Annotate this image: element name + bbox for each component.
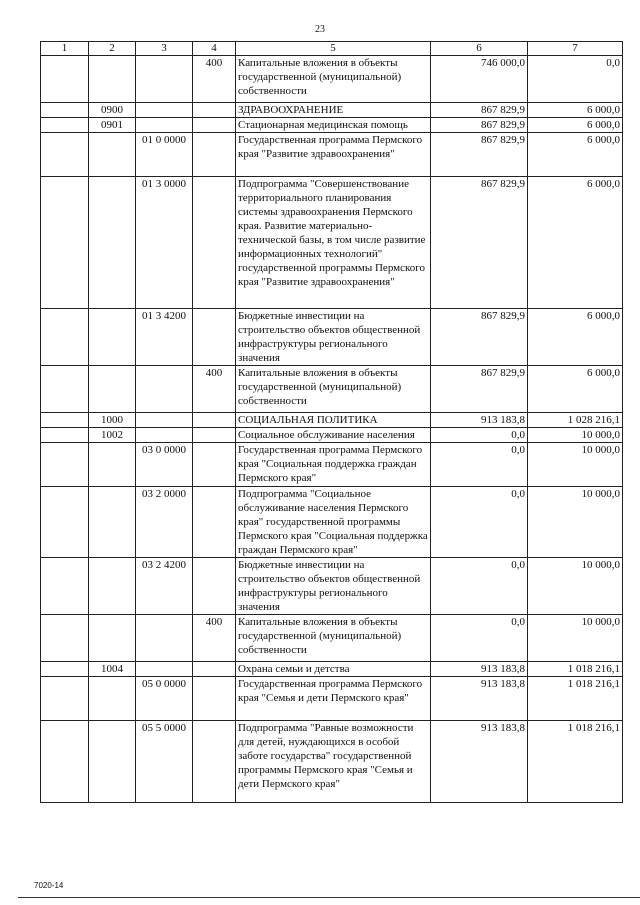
cell-col-2 (89, 677, 136, 721)
cell-col-3 (136, 428, 193, 443)
cell-col-4: 400 (193, 615, 236, 662)
cell-col-2 (89, 443, 136, 487)
cell-col-4 (193, 677, 236, 721)
cell-col-5: Государственная программа Пермского края "Социальная поддержка граждан Пермского края" (236, 443, 431, 487)
cell-col-3: 05 0 0000 (136, 677, 193, 721)
cell-col-2 (89, 309, 136, 366)
cell-col-4 (193, 721, 236, 803)
cell-col-1 (41, 413, 89, 428)
cell-col-1 (41, 443, 89, 487)
col-header-4: 4 (193, 42, 236, 56)
cell-col-6: 0,0 (431, 443, 528, 487)
cell-col-6: 867 829,9 (431, 103, 528, 118)
cell-col-6: 867 829,9 (431, 177, 528, 309)
table-row (41, 56, 623, 103)
cell-col-2: 1000 (89, 413, 136, 428)
cell-col-6: 0,0 (431, 487, 528, 558)
cell-col-4 (193, 413, 236, 428)
cell-col-4 (193, 133, 236, 177)
cell-col-4 (193, 662, 236, 677)
cell-col-5: Государственная программа Пермского края "Развитие здравоохранения" (236, 133, 431, 177)
cell-col-7: 10 000,0 (528, 428, 623, 443)
table-row (41, 662, 623, 677)
table-row (41, 309, 623, 366)
cell-col-6: 867 829,9 (431, 118, 528, 133)
table-row (41, 487, 623, 558)
table-row (41, 677, 623, 721)
cell-col-4 (193, 309, 236, 366)
col-header-5: 5 (236, 42, 431, 56)
page-number: 23 (315, 24, 325, 35)
cell-col-1 (41, 721, 89, 803)
cell-col-7: 10 000,0 (528, 443, 623, 487)
cell-col-7: 6 000,0 (528, 309, 623, 366)
table-row (41, 118, 623, 133)
table-row (41, 721, 623, 803)
cell-col-7: 10 000,0 (528, 558, 623, 615)
table-body (41, 56, 623, 803)
cell-col-7: 10 000,0 (528, 487, 623, 558)
cell-col-4 (193, 487, 236, 558)
cell-col-5: Охрана семьи и детства (236, 662, 431, 677)
table-row (41, 413, 623, 428)
cell-col-1 (41, 133, 89, 177)
cell-col-1 (41, 177, 89, 309)
cell-col-4 (193, 443, 236, 487)
cell-col-2 (89, 133, 136, 177)
cell-col-2: 1004 (89, 662, 136, 677)
col-header-2: 2 (89, 42, 136, 56)
cell-col-1 (41, 366, 89, 413)
cell-col-7: 1 018 216,1 (528, 677, 623, 721)
cell-col-1 (41, 103, 89, 118)
cell-col-6: 913 183,8 (431, 721, 528, 803)
cell-col-4 (193, 103, 236, 118)
cell-col-2: 0901 (89, 118, 136, 133)
cell-col-2: 1002 (89, 428, 136, 443)
table-row (41, 103, 623, 118)
cell-col-3 (136, 103, 193, 118)
cell-col-1 (41, 428, 89, 443)
cell-col-3: 05 5 0000 (136, 721, 193, 803)
footer-code: 7020-14 (34, 881, 64, 890)
cell-col-1 (41, 309, 89, 366)
cell-col-3: 03 2 4200 (136, 558, 193, 615)
cell-col-5: Бюджетные инвестиции на строительство объектов общественной инфраструктуры регионального значения (236, 558, 431, 615)
cell-col-6: 0,0 (431, 615, 528, 662)
cell-col-6: 0,0 (431, 558, 528, 615)
cell-col-6: 0,0 (431, 428, 528, 443)
cell-col-7: 6 000,0 (528, 103, 623, 118)
col-header-6: 6 (431, 42, 528, 56)
bottom-rule (18, 897, 640, 898)
cell-col-3 (136, 615, 193, 662)
table-row (41, 177, 623, 309)
cell-col-5: Капитальные вложения в объекты государственной (муниципальной) собственности (236, 56, 431, 103)
cell-col-7: 6 000,0 (528, 133, 623, 177)
cell-col-3 (136, 366, 193, 413)
cell-col-6: 867 829,9 (431, 133, 528, 177)
cell-col-6: 913 183,8 (431, 662, 528, 677)
cell-col-7: 1 018 216,1 (528, 721, 623, 803)
cell-col-5: СОЦИАЛЬНАЯ ПОЛИТИКА (236, 413, 431, 428)
cell-col-5: Капитальные вложения в объекты государственной (муниципальной) собственности (236, 615, 431, 662)
cell-col-6: 867 829,9 (431, 309, 528, 366)
cell-col-5: Подпрограмма "Социальное обслуживание населения Пермского края" государственной программы Пермского края "Социальная поддержка граждан Пермского края" (236, 487, 431, 558)
table-row (41, 428, 623, 443)
cell-col-4: 400 (193, 56, 236, 103)
table-row (41, 558, 623, 615)
cell-col-6: 913 183,8 (431, 413, 528, 428)
cell-col-5: Подпрограмма "Равные возможности для детей, нуждающихся в особой заботе государства" государственной программы Пермского края "Семья и дети Пермского края" (236, 721, 431, 803)
col-header-3: 3 (136, 42, 193, 56)
cell-col-1 (41, 615, 89, 662)
cell-col-7: 1 018 216,1 (528, 662, 623, 677)
cell-col-5: Государственная программа Пермского края "Семья и дети Пермского края" (236, 677, 431, 721)
cell-col-2: 0900 (89, 103, 136, 118)
cell-col-1 (41, 677, 89, 721)
cell-col-6: 746 000,0 (431, 56, 528, 103)
cell-col-1 (41, 558, 89, 615)
cell-col-2 (89, 56, 136, 103)
cell-col-3: 01 0 0000 (136, 133, 193, 177)
cell-col-1 (41, 662, 89, 677)
cell-col-5: Бюджетные инвестиции на строительство объектов общественной инфраструктуры регионального значения (236, 309, 431, 366)
cell-col-2 (89, 177, 136, 309)
cell-col-1 (41, 118, 89, 133)
cell-col-4 (193, 118, 236, 133)
cell-col-5: Социальное обслуживание населения (236, 428, 431, 443)
cell-col-7: 0,0 (528, 56, 623, 103)
cell-col-2 (89, 366, 136, 413)
cell-col-3 (136, 662, 193, 677)
cell-col-2 (89, 558, 136, 615)
cell-col-3 (136, 56, 193, 103)
cell-col-3 (136, 118, 193, 133)
cell-col-5: Стационарная медицинская помощь (236, 118, 431, 133)
cell-col-3: 03 0 0000 (136, 443, 193, 487)
cell-col-3: 03 2 0000 (136, 487, 193, 558)
col-header-1: 1 (41, 42, 89, 56)
col-header-7: 7 (528, 42, 623, 56)
cell-col-4 (193, 558, 236, 615)
cell-col-6: 913 183,8 (431, 677, 528, 721)
cell-col-7: 10 000,0 (528, 615, 623, 662)
cell-col-3 (136, 413, 193, 428)
cell-col-7: 1 028 216,1 (528, 413, 623, 428)
cell-col-2 (89, 487, 136, 558)
budget-table (40, 41, 623, 803)
table-row (41, 615, 623, 662)
table-header (41, 42, 623, 56)
cell-col-2 (89, 615, 136, 662)
cell-col-3: 01 3 4200 (136, 309, 193, 366)
cell-col-7: 6 000,0 (528, 366, 623, 413)
table-row (41, 366, 623, 413)
cell-col-5: ЗДРАВООХРАНЕНИЕ (236, 103, 431, 118)
table-row (41, 133, 623, 177)
cell-col-5: Подпрограмма "Совершенствование территориального планирования системы здравоохранения Пермского края. Развитие материально-технической базы, в том числе развитие информационных технологий" государственной программы Пермского края "Развитие здравоохранения" (236, 177, 431, 309)
cell-col-7: 6 000,0 (528, 118, 623, 133)
cell-col-1 (41, 487, 89, 558)
table-row (41, 443, 623, 487)
cell-col-4 (193, 177, 236, 309)
cell-col-5: Капитальные вложения в объекты государственной (муниципальной) собственности (236, 366, 431, 413)
cell-col-6: 867 829,9 (431, 366, 528, 413)
cell-col-4 (193, 428, 236, 443)
cell-col-2 (89, 721, 136, 803)
cell-col-1 (41, 56, 89, 103)
cell-col-3: 01 3 0000 (136, 177, 193, 309)
cell-col-4: 400 (193, 366, 236, 413)
cell-col-7: 6 000,0 (528, 177, 623, 309)
